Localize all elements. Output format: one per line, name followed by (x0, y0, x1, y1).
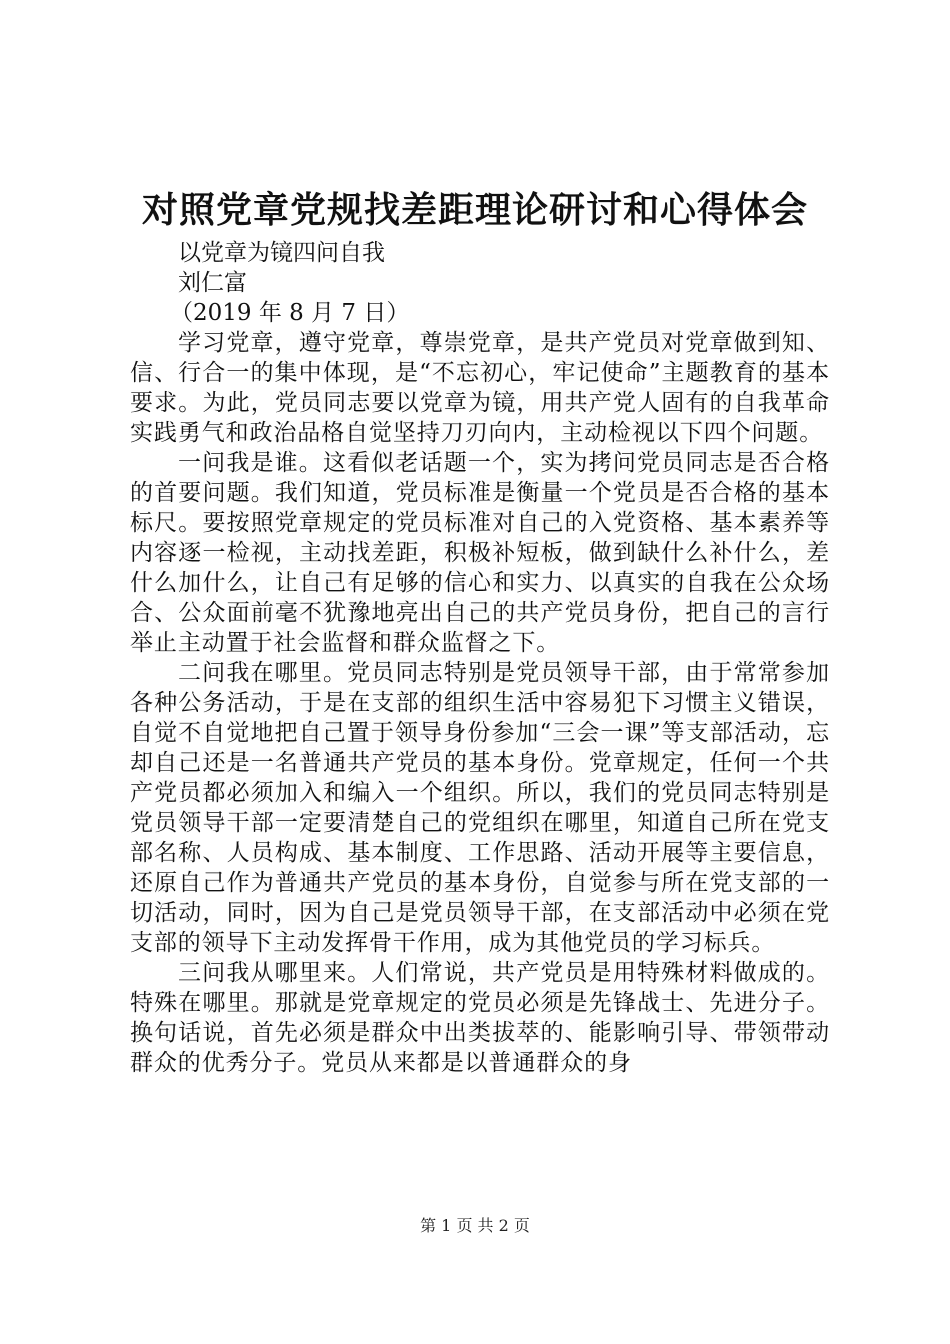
document-subtitle: 以党章为镜四问自我 (178, 240, 385, 266)
document-author: 刘仁富 (178, 270, 247, 296)
document-title: 对照党章党规找差距理论研讨和心得体会 (141, 189, 808, 231)
paragraph-question-2: 二问我在哪里。党员同志特别是党员领导干部，由于常常参加各种公务活动，于是在支部的组织生活中容易犯下习惯主义错误，自觉不自觉地把自己置于领导身份参加“三会一课”等支部活动，忘却自己还是一名普通共产党员的基本身份。党章规定，任何一个共产党员都必须加入和编入一个组织。所以，我们的党员同志特别是党员领导干部一定要清楚自己的党组织在哪里，知道自己所在党支部名称、人员构成、基本制度、工作思路、活动开展等主要信息，还原自己作为普通共产党员的基本身份，自觉参与所在党支部的一切活动，同时，因为自己是党员领导干部，在支部活动中必须在党支部的领导下主动发挥骨干作用，成为其他党员的学习标兵。 (130, 660, 830, 956)
paragraph-question-3: 三问我从哪里来。人们常说，共产党员是用特殊材料做成的。特殊在哪里。那就是党章规定的党员必须是先锋战士、先进分子。换句话说，首先必须是群众中出类拔萃的、能影响引导、带领带动群众的优秀分子。党员从来都是以普通群众的身 (130, 960, 830, 1076)
document-body (130, 238, 830, 1078)
document-date: （2019 年 8 月 7 日） (170, 300, 410, 326)
paragraph-intro: 学习党章，遵守党章，尊崇党章，是共产党员对党章做到知、信、行合一的集中体现，是“不忘初心，牢记使命”主题教育的基本要求。为此，党员同志要以党章为镜，用共产党人固有的自我革命实践勇气和政治品格自觉坚持刀刃向内，主动检视以下四个问题。 (130, 330, 830, 446)
page-footer: 第 1 页 共 2 页 (420, 1216, 530, 1235)
paragraph-question-1: 一问我是谁。这看似老话题一个，实为拷问党员同志是否合格的首要问题。我们知道，党员标准是衡量一个党员是否合格的基本标尺。要按照党章规定的党员标准对自己的入党资格、基本素养等内容逐一检视，主动找差距，积极补短板，做到缺什么补什么，差什么加什么，让自己有足够的信心和实力、以真实的自我在公众场合、公众面前毫不犹豫地亮出自己的共产党员身份，把自己的言行举止主动置于社会监督和群众监督之下。 (130, 450, 830, 656)
